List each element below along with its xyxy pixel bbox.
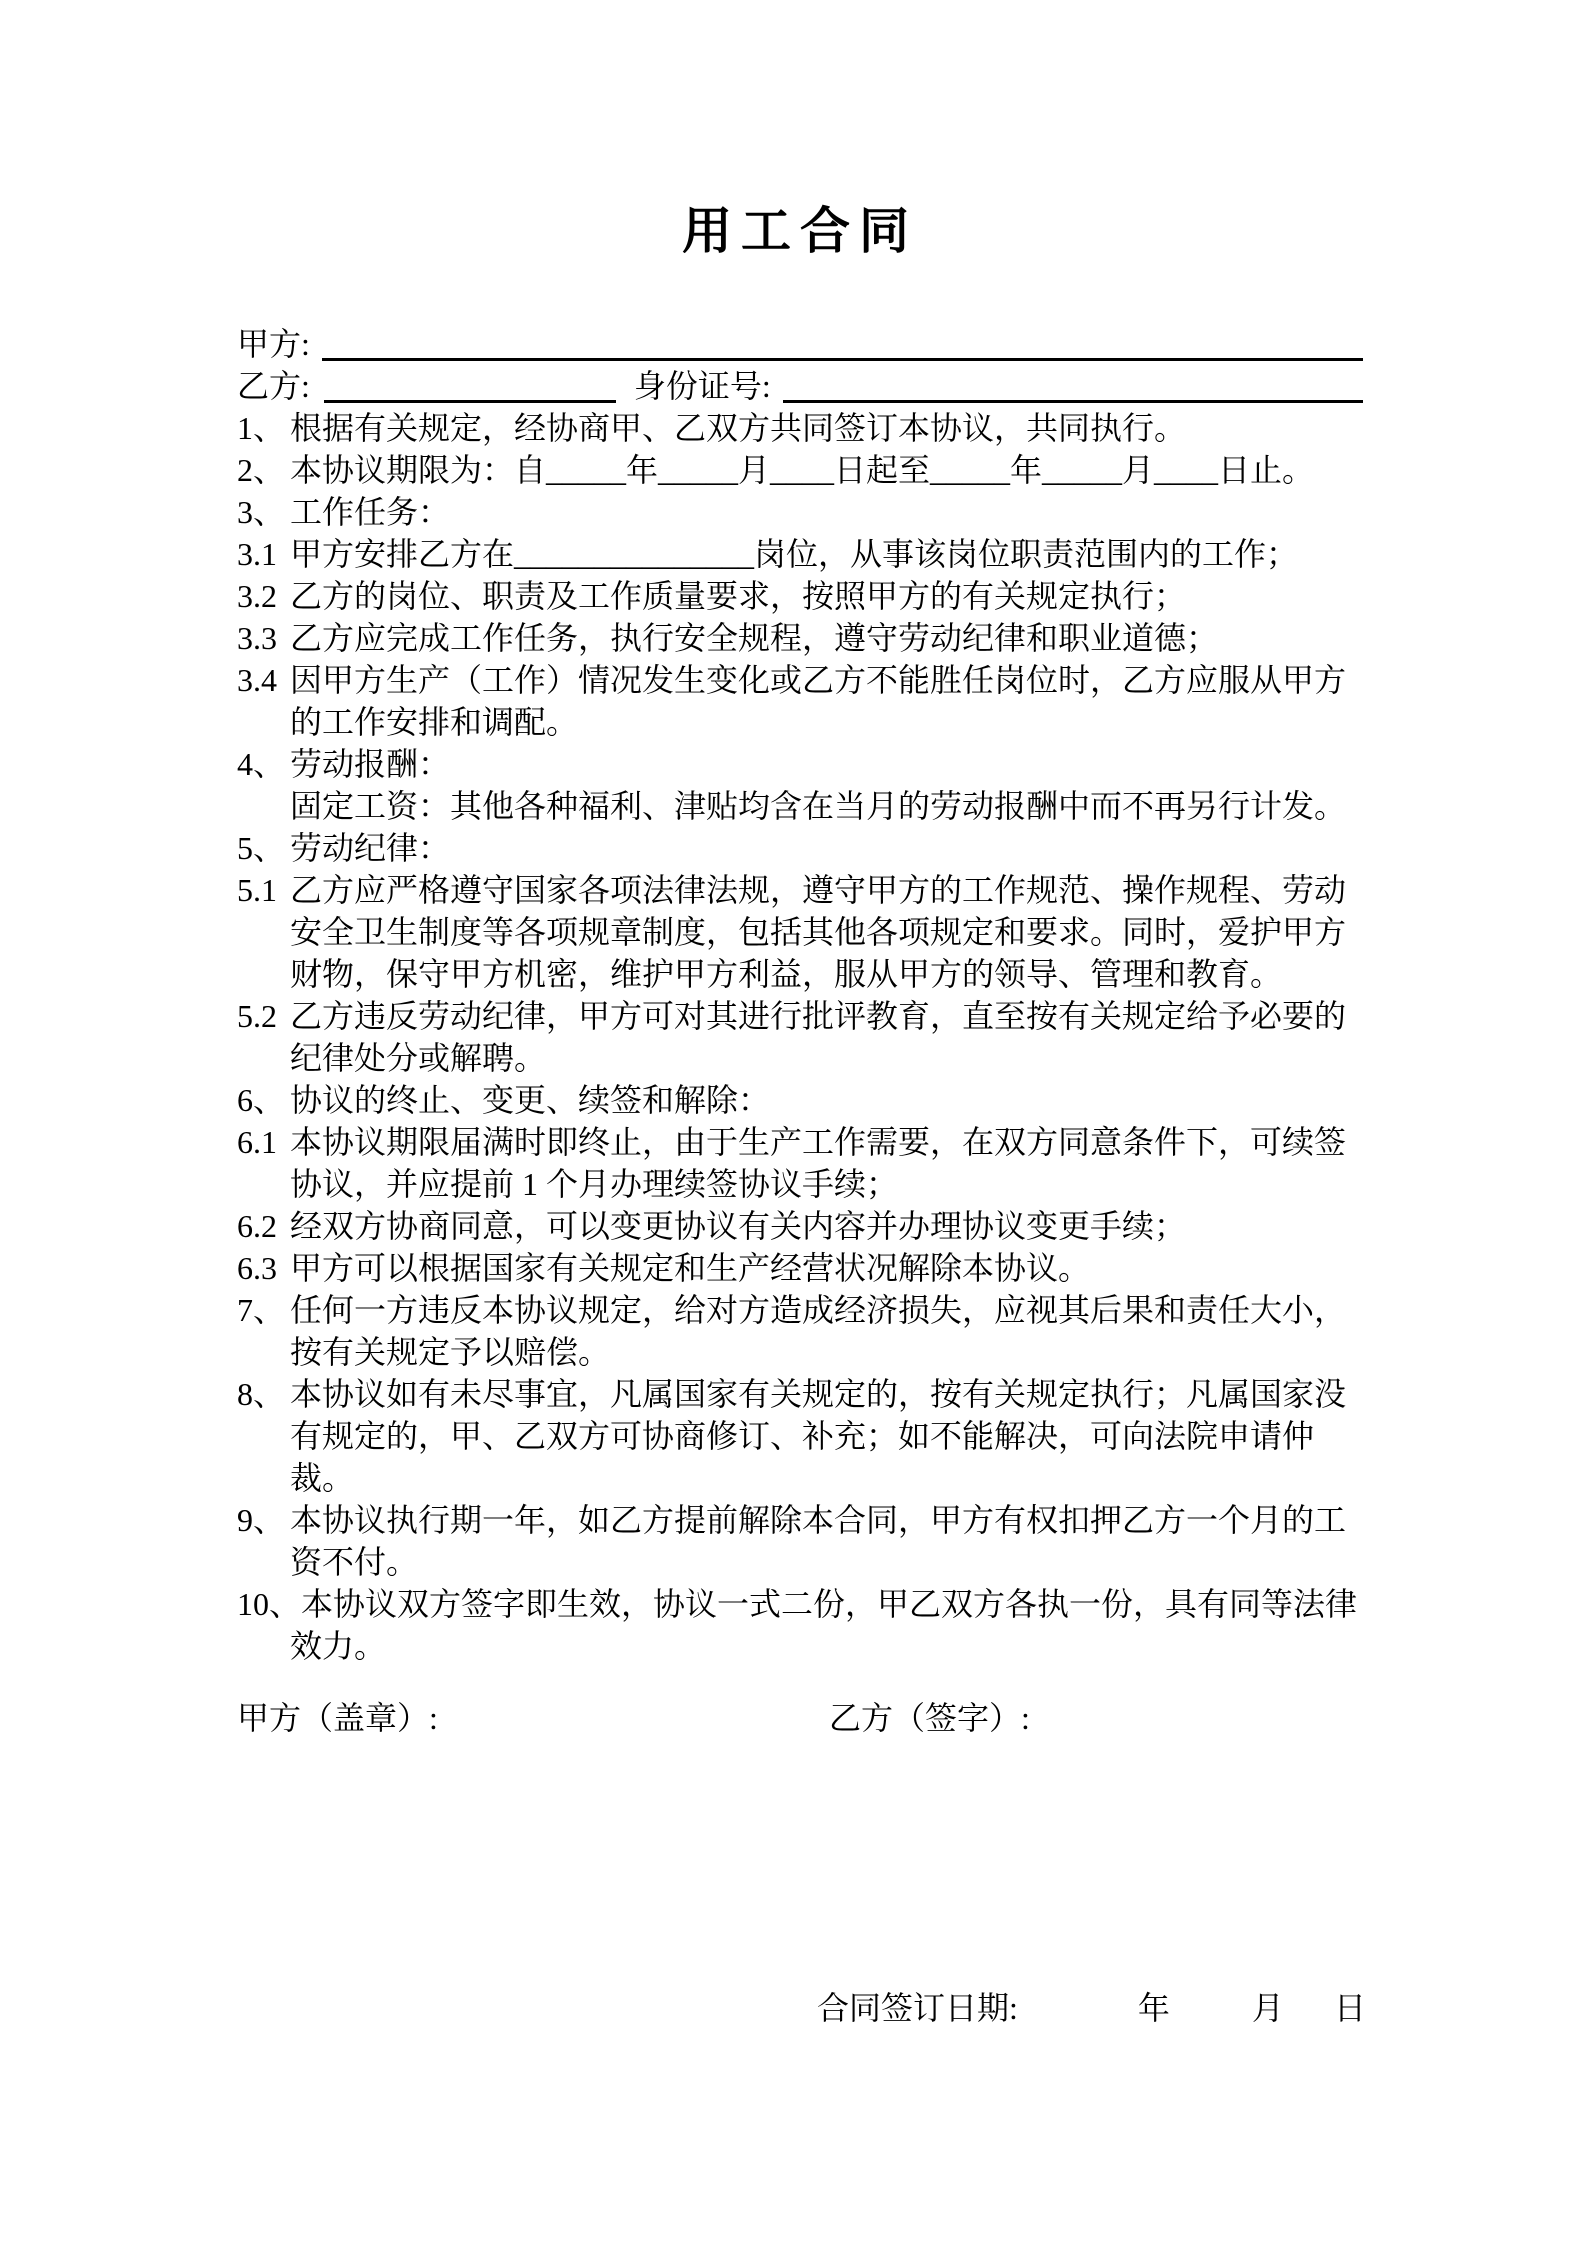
party-a-label: 甲方: <box>237 326 310 362</box>
party-b-label: 乙方: <box>237 368 310 404</box>
clause-number: 5.2 <box>237 998 277 1034</box>
fixed-salary-paragraph <box>237 785 1363 827</box>
clause-number: 6.3 <box>237 1250 277 1286</box>
clause-number: 3.1 <box>237 536 277 572</box>
clause-text: 因甲方生产（工作）情况发生变化或乙方不能胜任岗位时，乙方应服从甲方的工作安排和调配。 <box>290 662 1347 740</box>
clause-number: 10、 <box>237 1586 302 1622</box>
clause-number: 2、 <box>237 452 286 488</box>
sign-date-year-label: 年 <box>1137 1990 1170 2026</box>
clause-5 <box>237 827 1363 869</box>
party-a-seal-label: 甲方（盖章）: <box>237 1700 438 1736</box>
clause-9 <box>237 1499 1363 1583</box>
clause-4 <box>237 743 1363 785</box>
clause-6-2 <box>237 1205 1363 1247</box>
clause-6-3 <box>237 1247 1363 1289</box>
clause-text: 协议的终止、变更、续签和解除： <box>290 1082 771 1118</box>
clause-number: 1、 <box>237 410 286 446</box>
clause-text: 本协议执行期一年，如乙方提前解除本合同，甲方有权扣押乙方一个月的工资不付。 <box>290 1502 1347 1580</box>
clause-number: 3、 <box>237 494 286 530</box>
clause-3 <box>237 491 1363 533</box>
clause-text: 乙方的岗位、职责及工作质量要求，按照甲方的有关规定执行； <box>290 578 1187 614</box>
clause-text: 甲方安排乙方在_______________岗位，从事该岗位职责范围内的工作； <box>290 536 1299 572</box>
clause-text: 乙方应完成工作任务，执行安全规程，遵守劳动纪律和职业道德； <box>290 620 1219 656</box>
party-b-row <box>237 365 1363 407</box>
clause-number: 5.1 <box>237 872 277 908</box>
clause-text: 劳动纪律： <box>290 830 451 866</box>
clause-3-4 <box>237 659 1363 743</box>
clause-text: 任何一方违反本协议规定，给对方造成经济损失，应视其后果和责任大小，按有关规定予以赔偿。 <box>290 1292 1347 1370</box>
sign-date-label: 合同签订日期: <box>817 1990 1018 2026</box>
clause-number: 3.2 <box>237 578 277 614</box>
id-number-label: 身份证号: <box>633 368 771 404</box>
clause-text: 甲方可以根据国家有关规定和生产经营状况解除本协议。 <box>290 1250 1091 1286</box>
clause-number: 4、 <box>237 746 286 782</box>
clause-6 <box>237 1079 1363 1121</box>
signature-row <box>237 1697 1363 1739</box>
clause-number: 7、 <box>237 1292 286 1328</box>
clause-text: 固定工资：其他各种福利、津贴均含在当月的劳动报酬中而不再另行计发。 <box>290 788 1347 824</box>
clause-text: 乙方违反劳动纪律，甲方可对其进行批评教育，直至按有关规定给予必要的纪律处分或解聘。 <box>290 998 1347 1076</box>
clause-3-1 <box>237 533 1363 575</box>
clause-3-3 <box>237 617 1363 659</box>
clause-text: 劳动报酬： <box>290 746 451 782</box>
clause-7 <box>237 1289 1363 1373</box>
clause-5-2 <box>237 995 1363 1079</box>
clause-5-1 <box>237 869 1363 995</box>
sign-date-row <box>817 1987 1366 2029</box>
clause-1 <box>237 407 1363 449</box>
clause-10 <box>237 1583 1363 1667</box>
clause-2 <box>237 449 1363 491</box>
clause-8 <box>237 1373 1363 1499</box>
clause-text: 本协议期限为：自_____年_____月____日起至_____年_____月____日止。 <box>290 452 1315 488</box>
clause-6-1 <box>237 1121 1363 1205</box>
clause-number: 3.3 <box>237 620 277 656</box>
sign-date-month-label: 月 <box>1251 1990 1284 2026</box>
clause-number: 6.2 <box>237 1208 277 1244</box>
clause-number: 9、 <box>237 1502 286 1538</box>
clause-number: 8、 <box>237 1376 286 1412</box>
party-b-blank-line <box>324 365 616 403</box>
clause-number: 5、 <box>237 830 286 866</box>
party-b-sign-label: 乙方（签字）: <box>829 1700 1030 1736</box>
sign-date-day-label: 日 <box>1333 1990 1366 2026</box>
clause-text: 本协议如有未尽事宜，凡属国家有关规定的，按有关规定执行；凡属国家没有规定的，甲、乙双方可协商修订、补充；如不能解决，可向法院申请仲裁。 <box>290 1376 1347 1496</box>
clause-text: 乙方应严格遵守国家各项法律法规，遵守甲方的工作规范、操作规程、劳动安全卫生制度等各项规章制度，包括其他各项规定和要求。同时，爱护甲方财物，保守甲方机密，维护甲方利益，服从甲方的领导、管理和教育。 <box>290 872 1347 992</box>
party-a-blank-line <box>322 323 1363 361</box>
clause-text: 本协议双方签字即生效，协议一式二份，甲乙双方各执一份，具有同等法律效力。 <box>290 1586 1358 1664</box>
id-number-blank-line <box>783 365 1363 403</box>
clause-text: 本协议期限届满时即终止，由于生产工作需要，在双方同意条件下，可续签协议，并应提前 1 个月办理续签协议手续； <box>290 1124 1347 1202</box>
document-title: 用工合同 <box>682 203 918 259</box>
clause-text: 根据有关规定，经协商甲、乙双方共同签订本协议，共同执行。 <box>290 410 1187 446</box>
clause-text: 工作任务： <box>290 494 451 530</box>
clause-text: 经双方协商同意，可以变更协议有关内容并办理协议变更手续； <box>290 1208 1187 1244</box>
clause-number: 6.1 <box>237 1124 277 1160</box>
clause-number: 6、 <box>237 1082 286 1118</box>
clause-3-2 <box>237 575 1363 617</box>
party-a-row <box>237 323 1363 365</box>
clause-number: 3.4 <box>237 662 277 698</box>
